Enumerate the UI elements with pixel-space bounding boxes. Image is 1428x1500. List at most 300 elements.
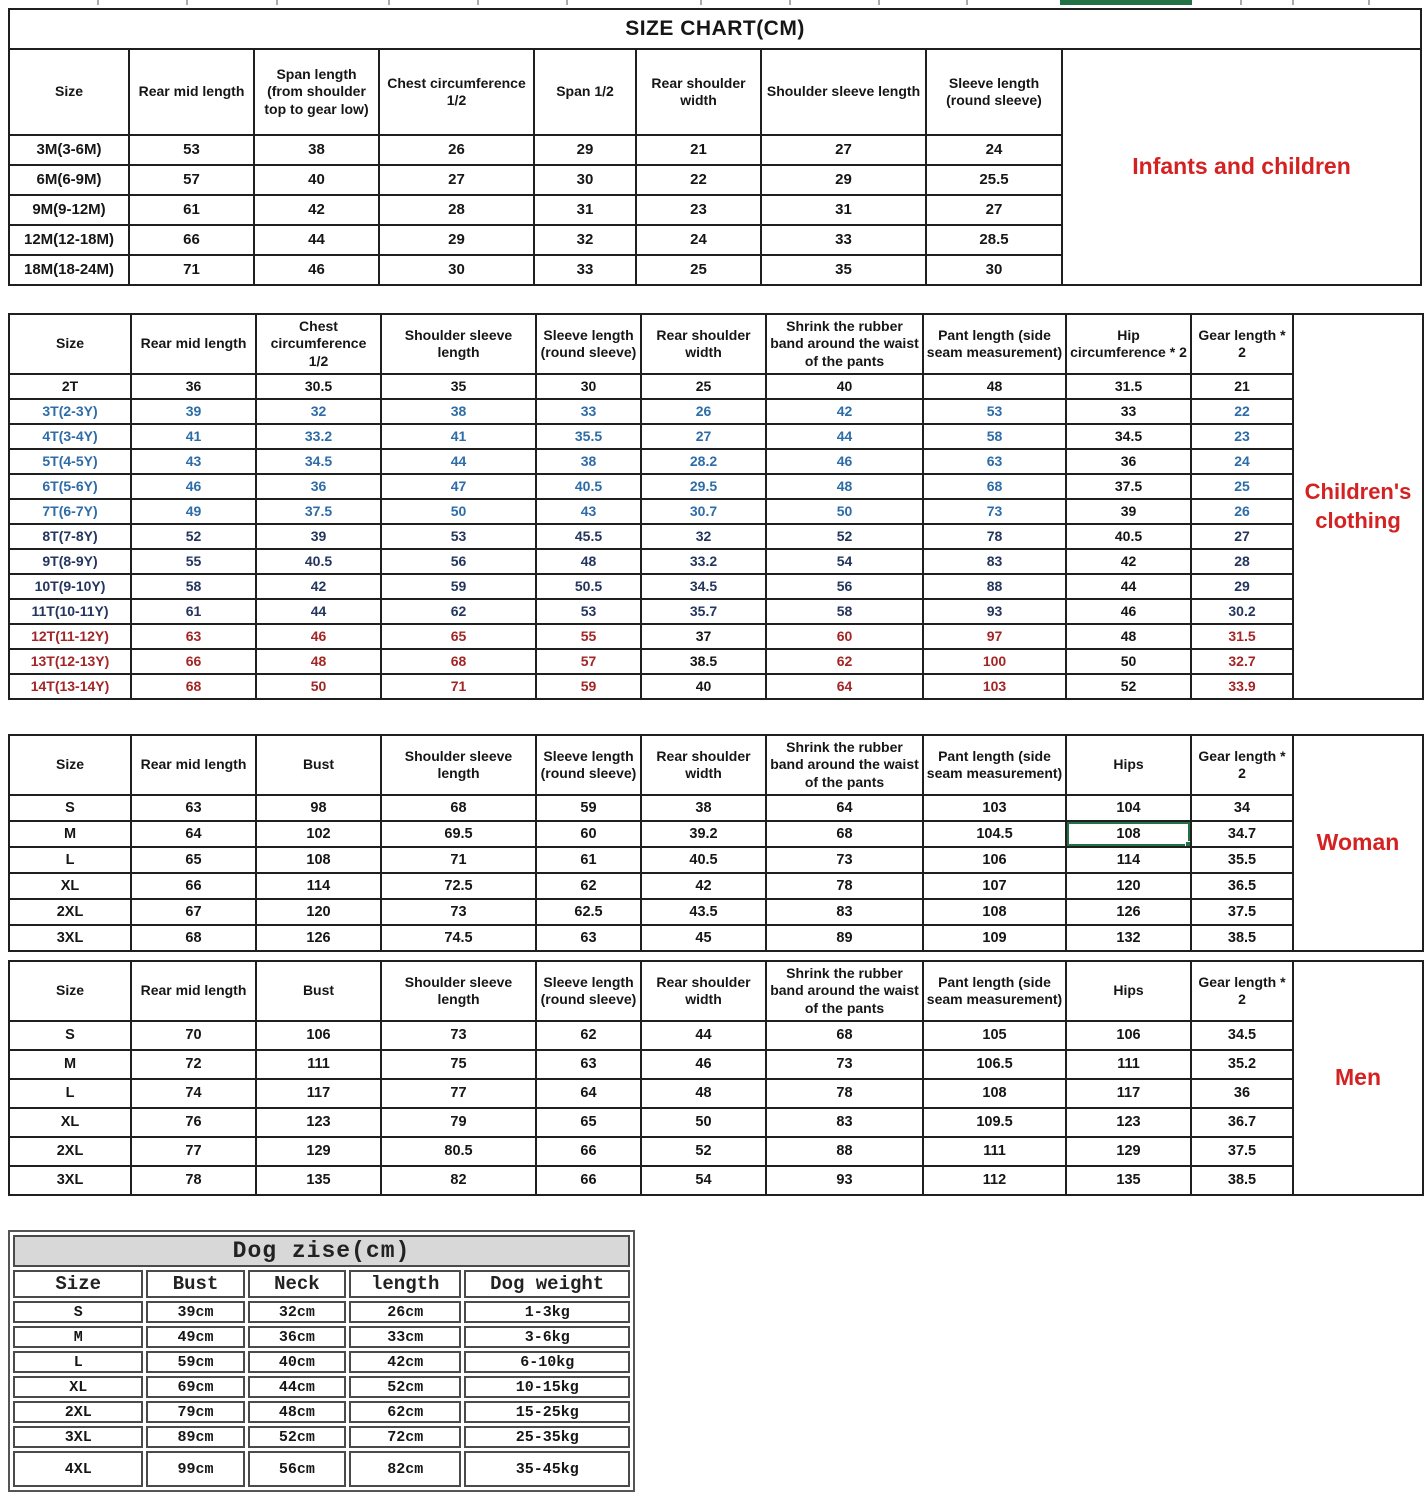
column-header: Span 1/2 <box>534 49 636 135</box>
cell: 71 <box>381 674 536 699</box>
column-header: Sleeve length (round sleeve) <box>536 314 641 374</box>
cell: 58 <box>923 424 1066 449</box>
column-header: Hips <box>1066 735 1191 795</box>
cell: 73 <box>381 899 536 925</box>
cell: 42 <box>1066 549 1191 574</box>
cell: 35 <box>761 255 926 285</box>
cell: 104 <box>1066 795 1191 821</box>
cell: 54 <box>766 549 923 574</box>
table-row <box>9 925 1423 951</box>
row-size-label: 14T(13-14Y) <box>9 674 131 699</box>
cell: 72cm <box>349 1426 461 1448</box>
row-size-label: 3XL <box>9 925 131 951</box>
table-row <box>9 795 1423 821</box>
table-row <box>9 624 1423 649</box>
cell: 25.5 <box>926 165 1062 195</box>
cell: 26cm <box>349 1301 461 1323</box>
cell: 108 <box>923 899 1066 925</box>
cell: 73 <box>766 1050 923 1079</box>
table-row <box>9 524 1423 549</box>
cell: 28 <box>379 195 534 225</box>
cell: 78 <box>923 524 1066 549</box>
cell: 24 <box>926 135 1062 165</box>
cell: 63 <box>536 925 641 951</box>
row-size-label: L <box>13 1351 143 1373</box>
gridline-tick <box>700 0 702 5</box>
cell: 66 <box>536 1137 641 1166</box>
cell: 58 <box>766 599 923 624</box>
cell: 78 <box>766 1079 923 1108</box>
column-header: Bust <box>256 961 381 1021</box>
cell: 68 <box>131 925 256 951</box>
cell: 71 <box>381 847 536 873</box>
table-row <box>9 674 1423 699</box>
table-row <box>9 449 1423 474</box>
cell: 73 <box>923 499 1066 524</box>
cell: 64 <box>131 821 256 847</box>
cell: 120 <box>256 899 381 925</box>
cell: 36.5 <box>1191 873 1293 899</box>
gridline-tick <box>276 0 278 5</box>
cell: 52cm <box>349 1376 461 1398</box>
woman-size-table <box>8 734 1424 952</box>
cell: 38.5 <box>1191 925 1293 951</box>
cell: 24 <box>636 225 761 255</box>
cell: 29 <box>1191 574 1293 599</box>
cell: 63 <box>131 624 256 649</box>
table-row <box>9 821 1423 847</box>
cell: 62 <box>381 599 536 624</box>
cell: 44 <box>256 599 381 624</box>
cell: 55 <box>536 624 641 649</box>
cell: 43 <box>536 499 641 524</box>
cell: 68 <box>381 795 536 821</box>
cell: 35.7 <box>641 599 766 624</box>
cell: 27 <box>641 424 766 449</box>
column-header: Hip circumference * 2 <box>1066 314 1191 374</box>
row-size-label: 3T(2-3Y) <box>9 399 131 424</box>
cell: 40.5 <box>641 847 766 873</box>
cell: 39 <box>256 524 381 549</box>
cell: 36.7 <box>1191 1108 1293 1137</box>
cell: 66 <box>129 225 254 255</box>
cell: 44 <box>254 225 379 255</box>
cell: 82cm <box>349 1451 461 1487</box>
cell: 27 <box>379 165 534 195</box>
row-size-label: XL <box>9 1108 131 1137</box>
group-label: Infants and children <box>1062 49 1421 285</box>
cell: 33.2 <box>641 549 766 574</box>
gridline-tick <box>1368 0 1370 5</box>
cell: 59 <box>381 574 536 599</box>
cell: 106 <box>923 847 1066 873</box>
cell: 114 <box>256 873 381 899</box>
cell: 55 <box>131 549 256 574</box>
cell: 32.7 <box>1191 649 1293 674</box>
cell: 39 <box>1066 499 1191 524</box>
row-size-label: L <box>9 1079 131 1108</box>
cell: 38.5 <box>641 649 766 674</box>
cell: 75 <box>381 1050 536 1079</box>
cell: 24 <box>1191 449 1293 474</box>
row-size-label: S <box>9 1021 131 1050</box>
cell: 32cm <box>248 1301 346 1323</box>
dog-size-table <box>8 1230 635 1492</box>
cell: 30 <box>379 255 534 285</box>
cell: 37 <box>641 624 766 649</box>
gridline-tick <box>566 0 568 5</box>
cell: 27 <box>1191 524 1293 549</box>
cell: 42 <box>641 873 766 899</box>
cell: 83 <box>766 1108 923 1137</box>
dog-table-title: Dog zise(cm) <box>13 1235 630 1267</box>
cell: 99cm <box>146 1451 244 1487</box>
cell: 52cm <box>248 1426 346 1448</box>
cell: 50 <box>766 499 923 524</box>
column-header: Sleeve length (round sleeve) <box>536 961 641 1021</box>
cell: 63 <box>131 795 256 821</box>
cell: 83 <box>766 899 923 925</box>
row-size-label: 6M(6-9M) <box>9 165 129 195</box>
cell: 48cm <box>248 1401 346 1423</box>
column-header: Gear length * 2 <box>1191 961 1293 1021</box>
cell: 33cm <box>349 1326 461 1348</box>
cell: 28.2 <box>641 449 766 474</box>
cell: 58 <box>131 574 256 599</box>
cell: 41 <box>381 424 536 449</box>
cell: 59 <box>536 674 641 699</box>
cell: 31.5 <box>1191 624 1293 649</box>
column-header: Rear mid length <box>131 314 256 374</box>
cell: 36 <box>1066 449 1191 474</box>
column-header: Span length (from shoulder top to gear low) <box>254 49 379 135</box>
cell: 45 <box>641 925 766 951</box>
cell: 117 <box>1066 1079 1191 1108</box>
cell: 37.5 <box>1191 1137 1293 1166</box>
cell: 70 <box>131 1021 256 1050</box>
cell: 105 <box>923 1021 1066 1050</box>
cell: 44 <box>1066 574 1191 599</box>
cell: 38 <box>536 449 641 474</box>
row-size-label: 4XL <box>13 1451 143 1487</box>
cell: 49 <box>131 499 256 524</box>
gridline-tick <box>966 0 968 5</box>
cell: 39cm <box>146 1301 244 1323</box>
cell: 36 <box>256 474 381 499</box>
cell: 80.5 <box>381 1137 536 1166</box>
cell: 102 <box>256 821 381 847</box>
table-row <box>9 899 1423 925</box>
column-header: Shoulder sleeve length <box>381 735 536 795</box>
cell: 35 <box>381 374 536 399</box>
cell: 25 <box>1191 474 1293 499</box>
column-header: Size <box>9 735 131 795</box>
cell: 64 <box>766 795 923 821</box>
cell: 45.5 <box>536 524 641 549</box>
cell: 3-6kg <box>464 1326 630 1348</box>
column-header: Bust <box>256 735 381 795</box>
column-header: Pant length (side seam measurement) <box>923 314 1066 374</box>
cell: 22 <box>1191 399 1293 424</box>
row-size-label: XL <box>9 873 131 899</box>
cell: 77 <box>131 1137 256 1166</box>
cell: 31 <box>761 195 926 225</box>
cell: 68 <box>923 474 1066 499</box>
cell: 52 <box>766 524 923 549</box>
cell: 32 <box>641 524 766 549</box>
cell: 97 <box>923 624 1066 649</box>
cell: 48 <box>256 649 381 674</box>
cell: 104.5 <box>923 821 1066 847</box>
cell: 29 <box>534 135 636 165</box>
cell: 54 <box>641 1166 766 1195</box>
row-size-label: 7T(6-7Y) <box>9 499 131 524</box>
row-size-label: 9M(9-12M) <box>9 195 129 225</box>
infants-table-title: SIZE CHART(CM) <box>9 9 1421 49</box>
column-header: Rear shoulder width <box>641 961 766 1021</box>
cell: 40.5 <box>256 549 381 574</box>
cell: 39.2 <box>641 821 766 847</box>
row-size-label: 11T(10-11Y) <box>9 599 131 624</box>
row-size-label: 12T(11-12Y) <box>9 624 131 649</box>
table-row <box>9 649 1423 674</box>
cell: 46 <box>256 624 381 649</box>
cell: 35.5 <box>536 424 641 449</box>
cell: 61 <box>129 195 254 225</box>
cell: 38 <box>254 135 379 165</box>
cell: 42 <box>254 195 379 225</box>
cell: 65 <box>381 624 536 649</box>
cell: 43 <box>131 449 256 474</box>
cell: 50 <box>1066 649 1191 674</box>
cell: 72 <box>131 1050 256 1079</box>
cell: 37.5 <box>1066 474 1191 499</box>
cell: 62 <box>536 873 641 899</box>
cell: 38.5 <box>1191 1166 1293 1195</box>
cell: 46 <box>1066 599 1191 624</box>
cell: 57 <box>536 649 641 674</box>
table-row <box>9 847 1423 873</box>
table-row <box>13 1426 630 1448</box>
cell: 38 <box>641 795 766 821</box>
column-header: Shrink the rubber band around the waist of the pants <box>766 314 923 374</box>
cell: 25 <box>641 374 766 399</box>
men-size-table <box>8 960 1424 1196</box>
cell: 34 <box>1191 795 1293 821</box>
cell: 43.5 <box>641 899 766 925</box>
cell: 32 <box>256 399 381 424</box>
column-header: Rear shoulder width <box>641 314 766 374</box>
column-header: Hips <box>1066 961 1191 1021</box>
column-header: Size <box>9 49 129 135</box>
selected-cell[interactable]: 108 <box>1066 821 1191 847</box>
column-header: Neck <box>248 1270 346 1298</box>
table-row <box>13 1326 630 1348</box>
table-row <box>9 399 1423 424</box>
cell: 34.5 <box>641 574 766 599</box>
gridline-tick <box>477 0 479 5</box>
cell: 33.2 <box>256 424 381 449</box>
cell: 35.5 <box>1191 847 1293 873</box>
cell: 30 <box>926 255 1062 285</box>
cell: 88 <box>766 1137 923 1166</box>
cell: 67 <box>131 899 256 925</box>
cell: 64 <box>536 1079 641 1108</box>
cell: 48 <box>923 374 1066 399</box>
cell: 23 <box>1191 424 1293 449</box>
cell: 62cm <box>349 1401 461 1423</box>
cell: 56cm <box>248 1451 346 1487</box>
row-size-label: 13T(12-13Y) <box>9 649 131 674</box>
cell: 30.2 <box>1191 599 1293 624</box>
gridline-tick <box>1240 0 1242 5</box>
table-row <box>9 1079 1423 1108</box>
cell: 111 <box>256 1050 381 1079</box>
cell: 28 <box>1191 549 1293 574</box>
cell: 42 <box>766 399 923 424</box>
cell: 66 <box>131 873 256 899</box>
cell: 98 <box>256 795 381 821</box>
cell: 37.5 <box>256 499 381 524</box>
cell: 56 <box>381 549 536 574</box>
table-row <box>9 599 1423 624</box>
cell: 22 <box>636 165 761 195</box>
cell: 36cm <box>248 1326 346 1348</box>
cell: 1-3kg <box>464 1301 630 1323</box>
cell: 35.2 <box>1191 1050 1293 1079</box>
cell: 40 <box>641 674 766 699</box>
column-header: Gear length * 2 <box>1191 314 1293 374</box>
column-header: Size <box>9 961 131 1021</box>
cell: 46 <box>641 1050 766 1079</box>
column-header: Size <box>13 1270 143 1298</box>
cell: 126 <box>1066 899 1191 925</box>
cell: 40.5 <box>536 474 641 499</box>
cell: 44cm <box>248 1376 346 1398</box>
cell: 40cm <box>248 1351 346 1373</box>
cell: 93 <box>766 1166 923 1195</box>
row-size-label: S <box>9 795 131 821</box>
cell: 135 <box>256 1166 381 1195</box>
cell: 109.5 <box>923 1108 1066 1137</box>
gridline-tick <box>1292 0 1294 5</box>
row-size-label: 3M(3-6M) <box>9 135 129 165</box>
cell: 32 <box>534 225 636 255</box>
cell: 37.5 <box>1191 899 1293 925</box>
cell: 48 <box>641 1079 766 1108</box>
cell: 129 <box>1066 1137 1191 1166</box>
row-size-label: 6T(5-6Y) <box>9 474 131 499</box>
cell: 78 <box>766 873 923 899</box>
cell: 33 <box>536 399 641 424</box>
column-header: Shrink the rubber band around the waist of the pants <box>766 735 923 795</box>
row-size-label: XL <box>13 1376 143 1398</box>
cell: 106.5 <box>923 1050 1066 1079</box>
cell: 74.5 <box>381 925 536 951</box>
row-size-label: 3XL <box>9 1166 131 1195</box>
cell: 66 <box>536 1166 641 1195</box>
table-row <box>9 499 1423 524</box>
cell: 111 <box>1066 1050 1191 1079</box>
cell: 48 <box>536 549 641 574</box>
cell: 52 <box>1066 674 1191 699</box>
cell: 65 <box>536 1108 641 1137</box>
cell: 129 <box>256 1137 381 1166</box>
cell: 30.7 <box>641 499 766 524</box>
cell: 76 <box>131 1108 256 1137</box>
cell: 68 <box>131 674 256 699</box>
column-header: Chest circumference 1/2 <box>379 49 534 135</box>
row-size-label: 4T(3-4Y) <box>9 424 131 449</box>
cell: 78 <box>131 1166 256 1195</box>
cell: 65 <box>131 847 256 873</box>
table-row <box>9 574 1423 599</box>
cell: 48 <box>766 474 923 499</box>
cell: 62 <box>766 649 923 674</box>
cell: 6-10kg <box>464 1351 630 1373</box>
cell: 44 <box>641 1021 766 1050</box>
column-header: Pant length (side seam measurement) <box>923 735 1066 795</box>
cell: 35-45kg <box>464 1451 630 1487</box>
cell: 111 <box>923 1137 1066 1166</box>
cell: 53 <box>381 524 536 549</box>
cell: 42 <box>256 574 381 599</box>
cell: 123 <box>1066 1108 1191 1137</box>
cell: 135 <box>1066 1166 1191 1195</box>
column-header: Bust <box>146 1270 244 1298</box>
row-size-label: 2T <box>9 374 131 399</box>
cell: 106 <box>256 1021 381 1050</box>
cell: 79cm <box>146 1401 244 1423</box>
cell: 66 <box>131 649 256 674</box>
cell: 36 <box>131 374 256 399</box>
cell: 33 <box>534 255 636 285</box>
gridline-tick <box>878 0 880 5</box>
row-size-label: 12M(12-18M) <box>9 225 129 255</box>
row-size-label: 10T(9-10Y) <box>9 574 131 599</box>
cell: 108 <box>256 847 381 873</box>
table-row <box>9 474 1423 499</box>
cell: 77 <box>381 1079 536 1108</box>
cell: 71 <box>129 255 254 285</box>
cell: 107 <box>923 873 1066 899</box>
cell: 50 <box>381 499 536 524</box>
cell: 34.7 <box>1191 821 1293 847</box>
cell: 33 <box>761 225 926 255</box>
cell: 59cm <box>146 1351 244 1373</box>
cell: 36 <box>1191 1079 1293 1108</box>
column-header: Dog weight <box>464 1270 630 1298</box>
children-size-table <box>8 313 1424 700</box>
cell: 89cm <box>146 1426 244 1448</box>
cell: 106 <box>1066 1021 1191 1050</box>
cell: 40 <box>254 165 379 195</box>
column-header: Shoulder sleeve length <box>381 961 536 1021</box>
row-size-label: M <box>9 1050 131 1079</box>
table-row <box>9 1166 1423 1195</box>
cell: 46 <box>131 474 256 499</box>
cell: 69cm <box>146 1376 244 1398</box>
cell: 26 <box>641 399 766 424</box>
cell: 52 <box>641 1137 766 1166</box>
cell: 33.9 <box>1191 674 1293 699</box>
cell: 88 <box>923 574 1066 599</box>
cell: 28.5 <box>926 225 1062 255</box>
cell: 53 <box>129 135 254 165</box>
cell: 10-15kg <box>464 1376 630 1398</box>
cell: 60 <box>766 624 923 649</box>
column-header: Sleeve length (round sleeve) <box>536 735 641 795</box>
